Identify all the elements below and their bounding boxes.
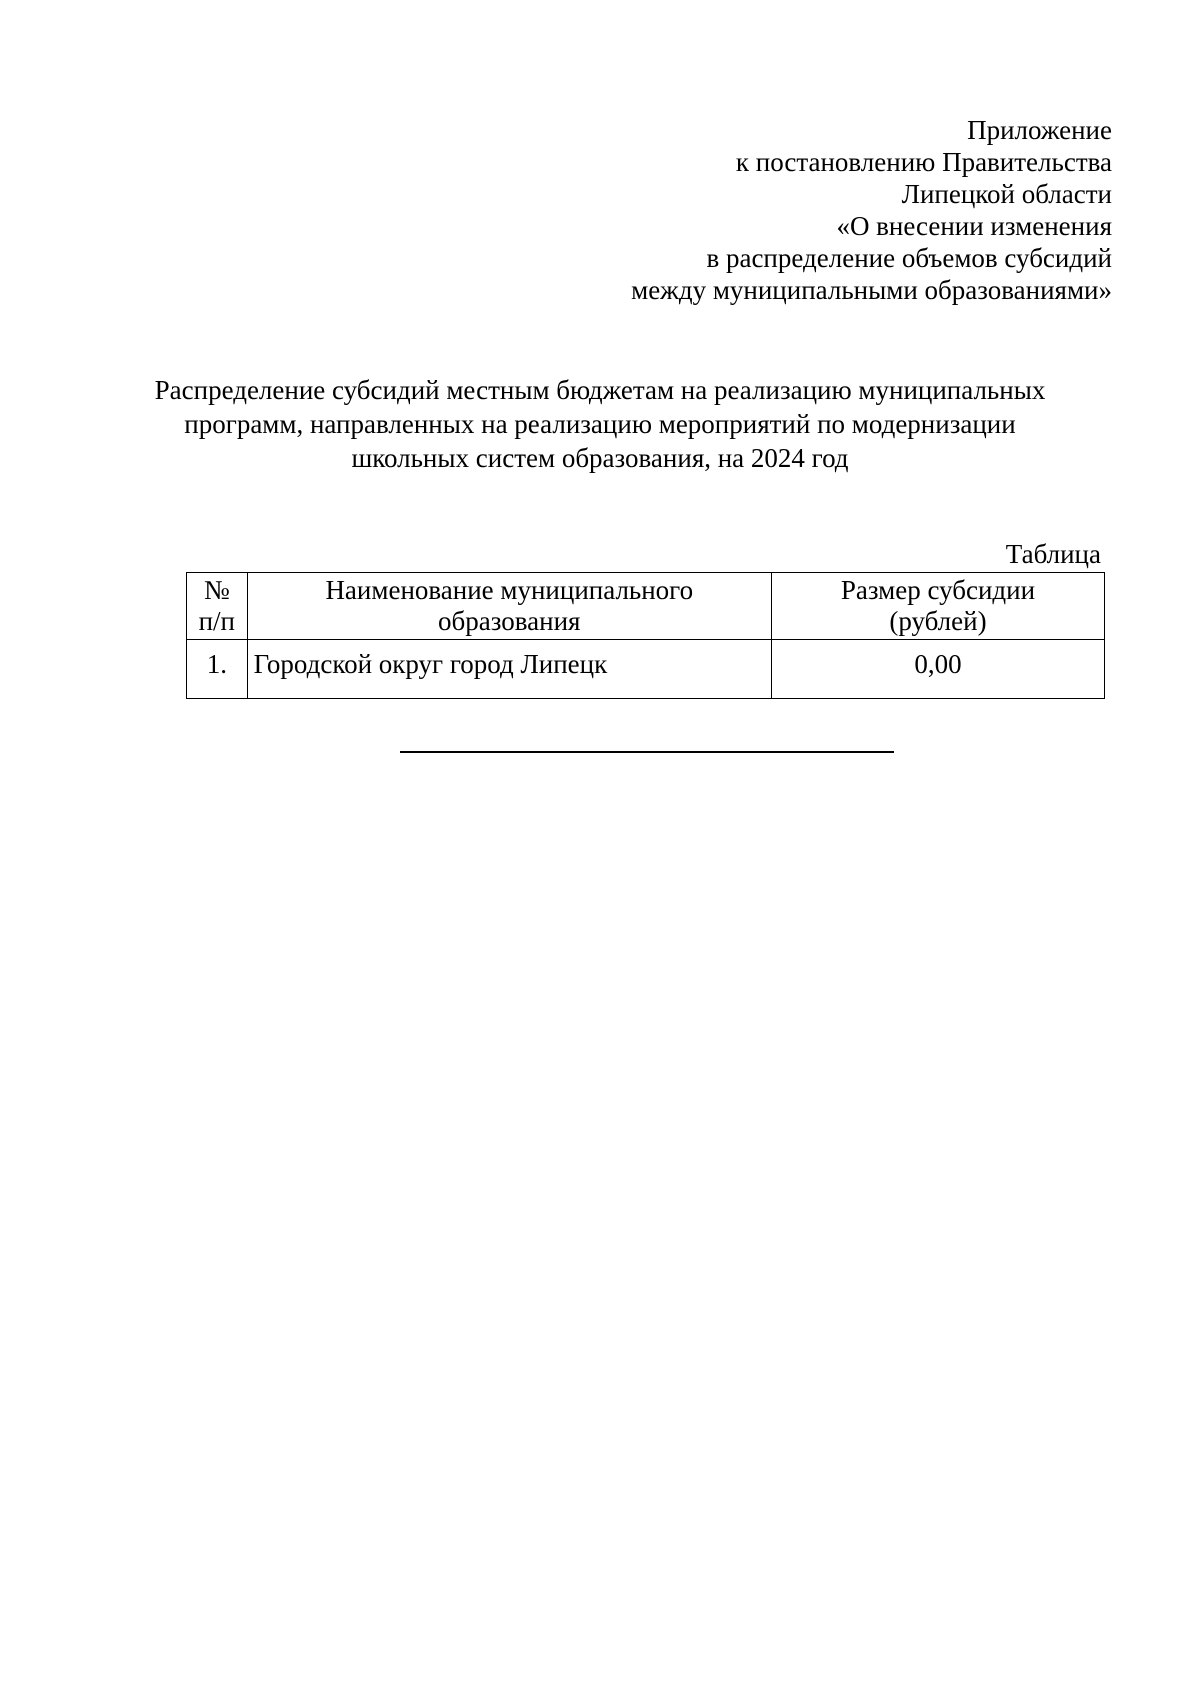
row-number: 1. (187, 640, 248, 699)
appendix-line: Приложение (967, 115, 1112, 145)
row-municipality-name: Городской округ город Липецк (247, 640, 771, 699)
subsidies-table (186, 572, 1105, 699)
appendix-line: в распределение объемов субсидий (706, 243, 1112, 273)
table-row (187, 640, 1105, 699)
header-number-line: № (203, 575, 230, 605)
header-number-line: п/п (198, 606, 236, 636)
table-label: Таблица (1005, 539, 1101, 569)
title-line: программ, направленных на реализацию мероприятий по модернизации (184, 409, 1016, 439)
header-name-line: Наименование муниципального (325, 575, 694, 605)
table-header-row (187, 573, 1105, 640)
appendix-line: к постановлению Правительства (735, 147, 1112, 177)
header-number (187, 573, 248, 640)
appendix-line: «О внесении изменения (836, 211, 1112, 241)
document-title (100, 373, 1100, 475)
header-name (247, 573, 771, 640)
appendix-line: между муниципальными образованиями» (631, 275, 1112, 305)
header-name-line: образования (438, 606, 581, 636)
header-amount (771, 573, 1104, 640)
header-amount-line: Размер субсидии (840, 575, 1036, 605)
closing-divider (400, 751, 894, 753)
title-line: Распределение субсидий местным бюджетам на реализацию муниципальных (154, 375, 1046, 405)
row-subsidy-amount: 0,00 (771, 640, 1104, 699)
appendix-header (631, 114, 1112, 306)
title-line: школьных систем образования, на 2024 год (351, 443, 849, 473)
header-amount-line: (рублей) (889, 606, 987, 636)
appendix-line: Липецкой области (901, 179, 1112, 209)
